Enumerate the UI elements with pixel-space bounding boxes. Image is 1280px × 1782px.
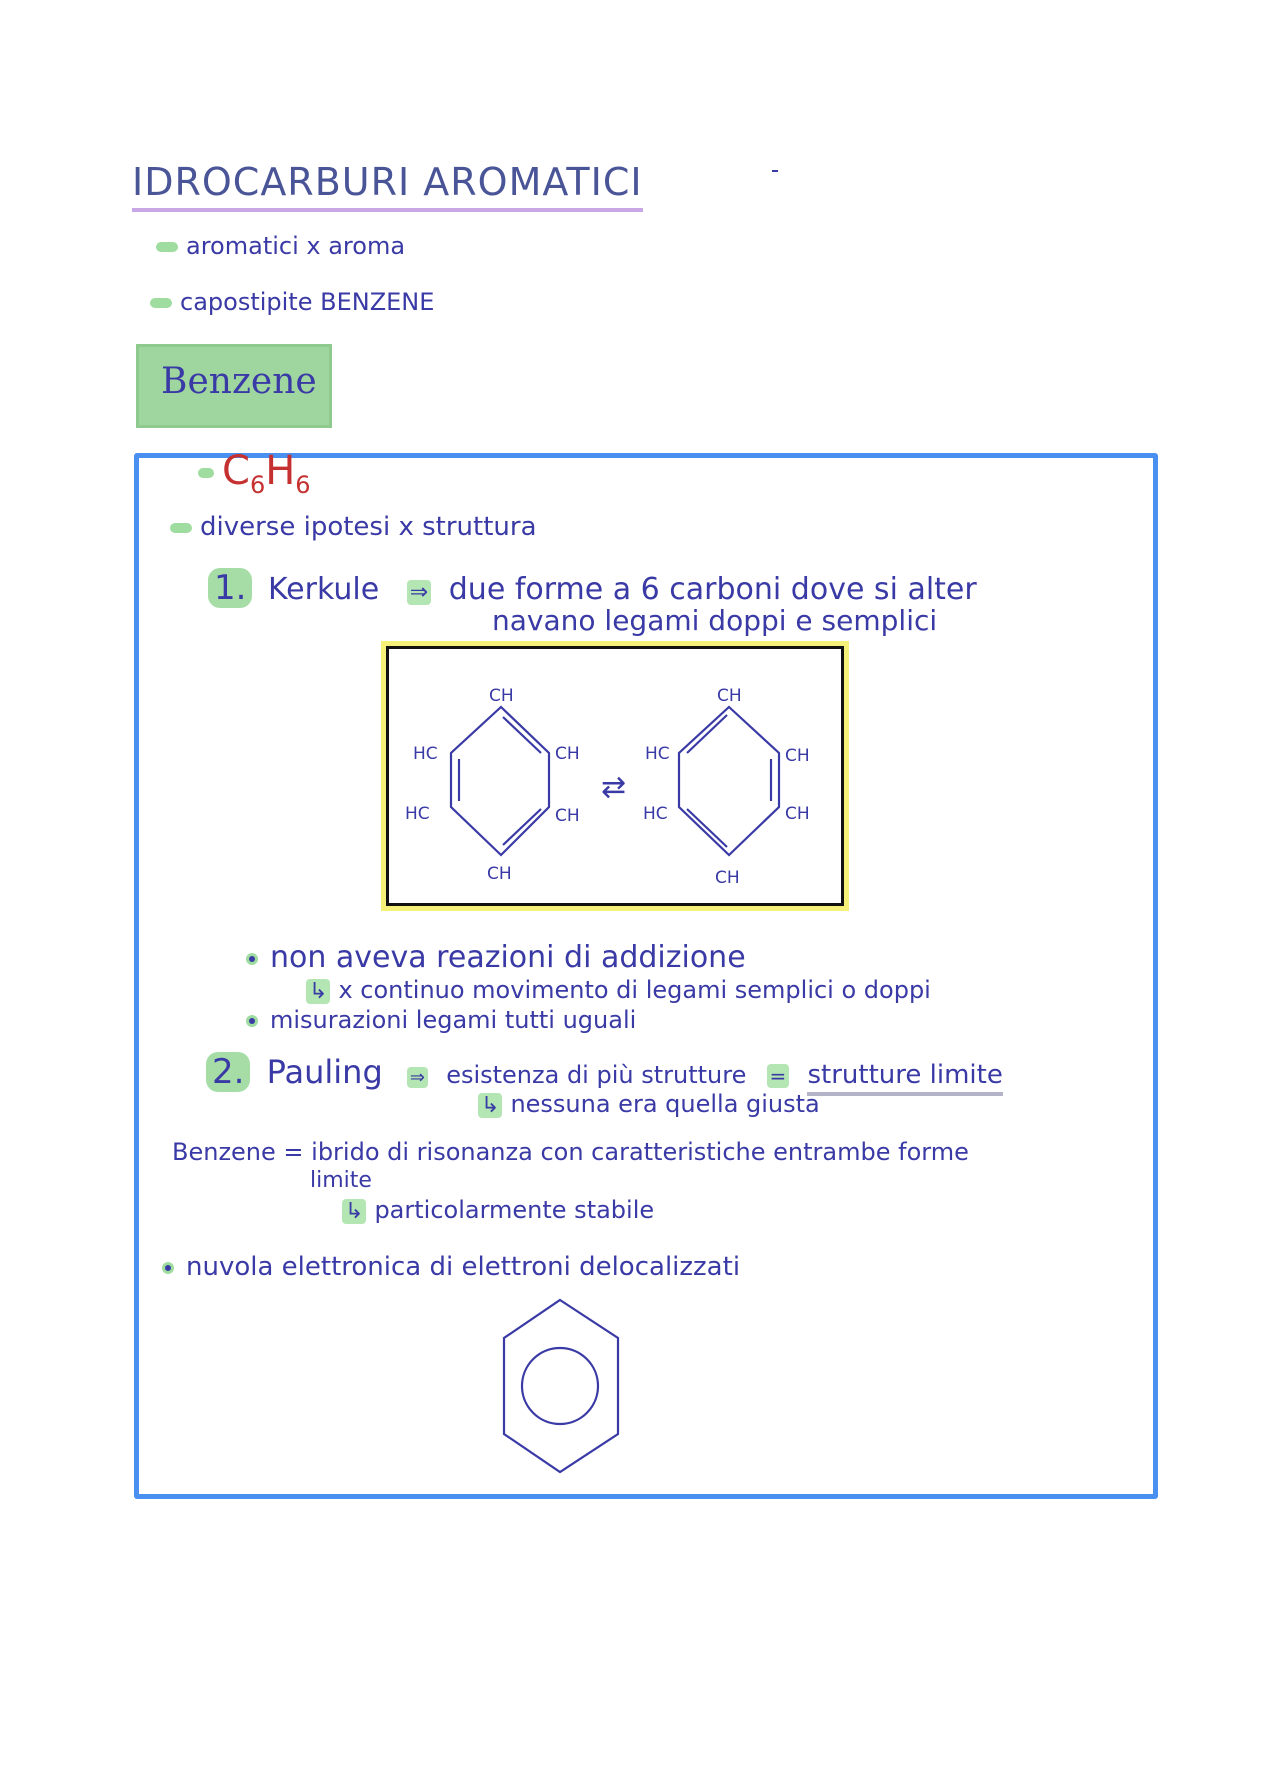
pauling-sub-line: ↳ nessuna era quella giusta [478,1090,820,1118]
sub-arrow-icon: ↳ [306,979,330,1004]
left-double-bond-2 [503,717,541,753]
cloud-line: nuvola elettronica di elettroni delocalizzati [162,1252,740,1282]
left-ring [451,707,549,855]
right-lower-left-label: HC [643,804,668,824]
observation-movement: ↳ x continuo movimento di legami semplici o doppi [306,976,931,1004]
equals-marker: = [767,1064,790,1088]
hybrid-line-3: ↳ particolarmente stabile [342,1196,654,1224]
left-upper-left-label: HC [413,744,438,764]
right-bottom-label: CH [715,868,740,888]
formula-c6h6: $C_6H_6$ [198,448,311,499]
right-hexagon [679,707,779,855]
right-double-bond-3 [687,809,727,847]
left-lower-right-label: CH [555,806,580,826]
left-hexagon [451,707,549,855]
pauling-highlight: strutture limite [807,1060,1002,1096]
kekule-structures-svg [389,649,841,903]
green-dash-marker [198,468,214,478]
pauling-name: Pauling [266,1053,383,1091]
hypotheses-line: diverse ipotesi x struttura [170,512,537,542]
sub-arrow-icon: ↳ [478,1093,502,1118]
kekule-description: due forme a 6 carboni dove si alter [448,572,977,607]
stray-mark [772,170,778,172]
right-lower-right-label: CH [785,804,810,824]
pauling-description: esistenza di più strutture [446,1061,747,1089]
section-heading-box [136,344,332,428]
kekule-name: Kerkule [268,572,380,607]
delocalized-circle [522,1348,598,1424]
left-bottom-label: CH [487,864,512,884]
intro-line-aroma: aromatici x aroma [156,232,405,260]
bullet-dot [246,953,258,965]
kekule-diagram [386,646,844,906]
right-top-label: CH [717,686,742,706]
left-top-label: CH [489,686,514,706]
observation-no-addition: non aveva reazioni di addizione [246,940,746,975]
page-title: IDROCARBURI AROMATICI [132,160,643,212]
kekule-line-2: navano legami doppi e semplici [492,604,938,637]
pauling-line [206,1052,1003,1092]
right-ring [679,707,779,855]
left-double-bond-3 [503,809,541,845]
hybrid-line-2: limite [310,1168,372,1193]
intro-line-capostipite: capostipite BENZENE [150,288,434,316]
bullet-dot [162,1262,174,1274]
right-upper-left-label: HC [645,744,670,764]
green-dash-marker [170,523,192,533]
kekule-number: 1. [208,568,252,608]
equilibrium-arrow-icon: ⇄ [601,770,627,805]
benzene-ring-diagram [496,1294,626,1480]
pauling-number: 2. [206,1052,250,1092]
green-dash-marker [150,298,172,308]
section-heading: Benzene [161,361,317,402]
sub-arrow-icon: ↳ [342,1199,366,1224]
bullet-dot [246,1015,258,1027]
left-lower-left-label: HC [405,804,430,824]
right-upper-right-label: CH [785,746,810,766]
observation-equal-bonds: misurazioni legami tutti uguali [246,1006,636,1034]
kekule-line-1 [208,568,977,608]
arrow-icon: ⇒ [407,1067,428,1088]
right-double-bond-1 [687,715,727,753]
left-upper-right-label: CH [555,744,580,764]
hybrid-line-1: Benzene = ibrido di risonanza con caratteristiche entrambe forme [172,1138,969,1166]
green-dash-marker [156,242,178,252]
arrow-icon: ⇒ [407,580,431,605]
